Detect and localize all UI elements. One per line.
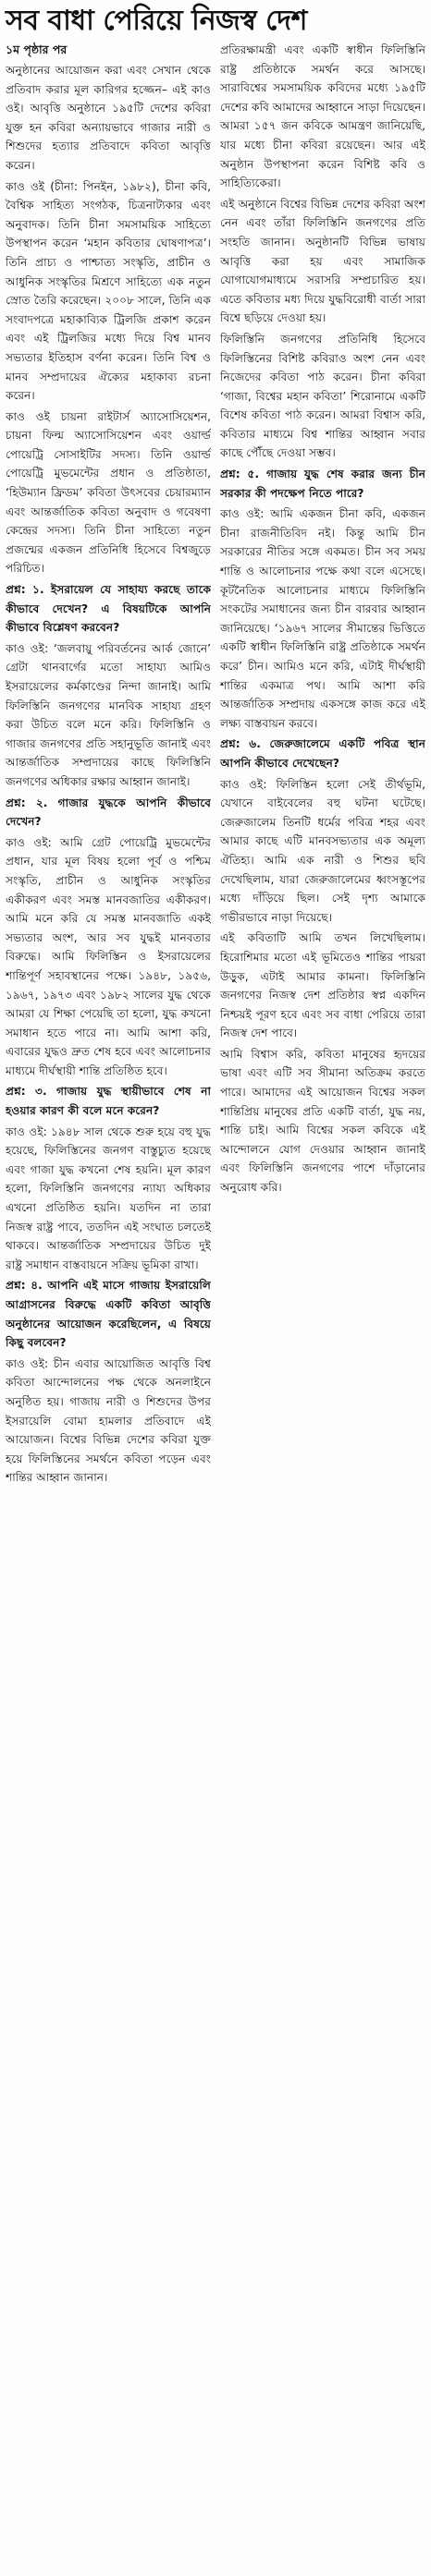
article-paragraph: এই কবিতাটি আমি তখন লিখেছিলাম। হিরোশিমার মতো এই ভূমিতেও শান্তির পায়রা উড়ুক, এটাই আমার কামনা। ফিলিস্তিনি জনগণের নিজস্ব দেশ প্রতিষ্ঠার স্বপ্ন একদিন নিশ্চয়ই পূরণ হবে এবং সব বাধা পেরিয়ে তারা নিজস্ব দেশ পাবে। bbox=[220, 931, 425, 1040]
article-paragraph: প্রশ্ন: ১. ইসরায়েল যে সাহায্য করছে তাকে কীভাবে দেখেন? এ বিষয়টিকে আপনি কীভাবে বিশ্লেষণ করবেন? bbox=[6, 583, 211, 635]
article-paragraph: প্রতিরক্ষামন্ত্রী এবং একটি স্বাধীন ফিলিস্তিনি রাষ্ট্র প্রতিষ্ঠাকে সমর্থন করে আসছে। সারাবিশ্বের সমসাময়িক কবিদের মধ্যে ১৯৫টি দেশের কবি আমাদের আহ্বানে সাড়া দিয়েছেন। আমরা ১৫৭ জন কবিকে আমন্ত্রণ জানিয়েছি, যার মধ্যে চীনা কবিরা রয়েছেন। আর এই অনুষ্ঠান উপস্থাপনা করেন বিশিষ্ট কবি ও সাহিত্যিকেরা। bbox=[220, 43, 425, 190]
headline: সব বাধা পেরিয়ে নিজস্ব দেশ bbox=[6, 5, 307, 37]
article-paragraph: ফিলিস্তিনি জনগণের প্রতিনিধি হিসেবে ফিলিস্তিনের বিশিষ্ট কবিরাও অংশ নেন এবং নিজেদের কবিতা পাঠ করেন। চীনা কবিরা ‘গাজা, বিশ্বের মহান কবিতা’ শিরোনামে একটি বিশেষ কবিতা পাঠ করেন। আমরা বিশ্বাস করি, কবিতার মাধ্যমে বিশ্ব শান্তির আহ্বান সবার কাছে পৌঁছে দেওয়া সম্ভব। bbox=[220, 332, 425, 460]
article-paragraph: কাও ওই: ১৯৪৮ সাল থেকে শুরু হয়ে বহু যুদ্ধ হয়েছে, ফিলিস্তিনের জনগণ বাস্তুচ্যুত হয়েছে এবং গাজা যুদ্ধ কখনো শেষ হয়নি। মূল কারণ হলো, ফিলিস্তিনি জনগণের ন্যায্য অধিকার এখনো প্রতিষ্ঠিত হয়নি। যতদিন না তারা নিজস্ব রাষ্ট্র পাবে, ততদিন এই সংঘাত চলতেই থাকবে। আন্তর্জাতিক সম্প্রদায়ের উচিত দুই রাষ্ট্র সমাধান বাস্তবায়নে সক্রিয় ভূমিকা রাখা। bbox=[6, 1124, 211, 1271]
article-paragraph: কাও ওই চায়না রাইটার্স অ্যাসোসিয়েশন, চায়না ফিল্ম অ্যাসোসিয়েশন এবং ওয়ার্ল্ড পোয়েট্রি সোসাইটির সদস্য। তিনি ওয়ার্ল্ড পোয়েট্রি মুভমেন্টের প্রধান ও প্রতিষ্ঠাতা, ‘হিউম্যান ফ্রিডম’ কবিতা উৎসবের চেয়ারম্যান এবং আন্তর্জাতিক কবিতা অনুবাদ ও গবেষণা কেন্দ্রের সদস্য। তিনি চীনা সাহিত্যে নতুন প্রজন্মের একজন প্রতিনিধি হিসেবে বিশ্বজুড়ে পরিচিত। bbox=[6, 409, 211, 576]
article-paragraph: আমি বিশ্বাস করি, কবিতা মানুষের হৃদয়ের ভাষা এবং এটি সব সীমানা অতিক্রম করতে পারে। আমাদের এই আয়োজন বিশ্বের সকল শান্তিপ্রিয় মানুষের প্রতি একটি বার্তা, যুদ্ধ নয়, শান্তি চাই। আমি বিশ্বের সকল কবিকে এই আন্দোলনে যোগ দেওয়ার আহ্বান জানাই এবং ফিলিস্তিনি জনগণের পাশে দাঁড়ানোর অনুরোধ করি। bbox=[220, 1047, 425, 1195]
article-paragraph: কাও ওই: ফিলিস্তিন হলো সেই তীর্থভূমি, যেখানে বাইবেলের বহু ঘটনা ঘটেছে। জেরুজালেম তিনটি ধর্মের পবিত্র শহর এবং আমার কাছে এটি মানবসভ্যতার এক অমূল্য ঐতিহ্য। আমি এক নারী ও শিশুর ছবি দেখেছিলাম, যারা জেরুজালেমের ধ্বংসস্তূপের মধ্যে দাঁড়িয়ে ছিল। সেই দৃশ্য আমাকে গভীরভাবে নাড়া দিয়েছে। bbox=[220, 777, 425, 924]
article-column-right bbox=[220, 41, 425, 2570]
article-column-left bbox=[6, 41, 211, 2570]
article-columns bbox=[6, 41, 425, 2570]
article-paragraph: প্রশ্ন: ৬. জেরুজালেমে একটি পবিত্র স্থান আপনি কীভাবে দেখেছেন? bbox=[220, 737, 425, 770]
article-paragraph: কাও ওই: চীন এবার আয়োজিত আবৃত্তি বিশ্ব কবিতা আন্দোলনের পক্ষ থেকে অনলাইনে অনুষ্ঠিত হয়। গাজায় নারী ও শিশুদের উপর ইসরায়েলি বোমা হামলার প্রতিবাদে এই আয়োজন। বিশ্বের বিভিন্ন দেশের কবিরা যুক্ত হয়ে ফিলিস্তিনের সমর্থনে কবিতা পড়েন এবং শান্তির আহ্বান জানান। bbox=[6, 1356, 211, 1485]
continuation-label: ১ম পৃষ্ঠার পর bbox=[6, 43, 68, 56]
article-paragraph: এই অনুষ্ঠানে বিশ্বের বিভিন্ন দেশের কবিরা অংশ নেন এবং তাঁরা ফিলিস্তিনি জনগণের প্রতি সংহতি জানান। অনুষ্ঠানটি বিভিন্ন ভাষায় আবৃত্তি করা হয় এবং সামাজিক যোগাযোগমাধ্যমে সরাসরি সম্প্রচারিত হয়। এতে কবিতার মধ্য দিয়ে যুদ্ধবিরোধী বার্তা সারা বিশ্বে ছড়িয়ে দেওয়া হয়। bbox=[220, 197, 425, 325]
article-paragraph: প্রশ্ন: ৪. আপনি এই মাসে গাজায় ইসরায়েলি আগ্রাসনের বিরুদ্ধে একটি কবিতা আবৃত্তি অনুষ্ঠানের আয়োজন করেছিলেন, এ বিষয়ে কিছু বলবেন? bbox=[6, 1279, 211, 1350]
article-paragraph: প্রশ্ন: ২. গাজার যুদ্ধকে আপনি কীভাবে দেখেন? bbox=[6, 796, 211, 829]
article-paragraph: কাও ওই: আমি গ্রেট পোয়েট্রি মুভমেন্টের প্রধান, যার মূল বিষয় হলো পূর্ব ও পশ্চিম সংস্কৃতি, প্রাচীন ও আধুনিক সংস্কৃতির একীকরণ এবং সমস্ত মানবজাতির একীকরণ। আমি মনে করি যে সমস্ত মানবজাতি একই সভ্যতার অংশ, আর সব যুদ্ধই মানবতার বিরুদ্ধে। আমি ফিলিস্তিন ও ইসরায়েলের শান্তিপূর্ণ সহাবস্থানের পক্ষে। ১৯৪৮, ১৯৫৬, ১৯৬৭, ১৯৭৩ এবং ১৯৮২ সালের যুদ্ধ থেকে আমরা যে শিক্ষা পেয়েছি তা হলো, যুদ্ধ কখনো সমাধান হতে পারে না। আমি আশা করি, এবারের যুদ্ধও দ্রুত শেষ হবে এবং আলোচনার মাধ্যমে দীর্ঘস্থায়ী শান্তি প্রতিষ্ঠিত হবে। bbox=[6, 835, 211, 1077]
newspaper-page bbox=[0, 4, 431, 2576]
article-paragraph: কাও ওই: ‘জলবায়ু পরিবর্তনের আর্ক জোনে’ গ্রেটা থানবার্গের মতো সাহায্য আমিও ইসরায়েলের কর্মকাণ্ডের নিন্দা জানাই। আমি ফিলিস্তিনি জনগণের মানবিক সাহায্য গ্রহণ করা উচিত বলে মনে করি। ফিলিস্তিনি ও গাজার জনগণের প্রতি সহানুভূতি জানাই এবং আন্তর্জাতিক সম্প্রদায়ের কাছে ফিলিস্তিনি জনগণের অধিকার রক্ষার আহ্বান জানাই। bbox=[6, 641, 211, 788]
article-paragraph: কাও ওই: আমি একজন চীনা কবি, একজন চীনা রাজনীতিবিদ নই। কিন্তু আমি চীন সরকারের নীতির সঙ্গে একমত। চীন সব সময় শান্তি ও আলোচনার পক্ষে কথা বলে এসেছে। কূটনৈতিক আলোচনার মাধ্যমে ফিলিস্তিনি সংকটের সমাধানের জন্য চীন বারবার আহ্বান জানিয়েছে। ‘১৯৬৭ সালের সীমান্তের ভিত্তিতে একটি স্বাধীন ফিলিস্তিনি রাষ্ট্র প্রতিষ্ঠাকে সমর্থন করে’ চীন। আমিও মনে করি, এটাই দীর্ঘস্থায়ী শান্তির একমাত্র পথ। আমি আশা করি আন্তর্জাতিক সম্প্রদায় একসঙ্গে কাজ করে এই লক্ষ্য বাস্তবায়ন করবে। bbox=[220, 507, 425, 730]
article-paragraph: প্রশ্ন: ৩. গাজায় যুদ্ধ স্থায়ীভাবে শেষ না হওয়ার কারণ কী বলে মনে করেন? bbox=[6, 1085, 211, 1118]
article-paragraph: কাও ওই (চীনা: পিনইন, ১৯৮২), চীনা কবি, বৈশ্বিক সাহিত্য সংগঠক, চিত্রনাট্যকার এবং অনুবাদক। তিনি চীনা সমসাময়িক সাহিত্যে উপস্থাপন করেন ‘মহান কবিতার ঘোষণাপত্র’। তিনি প্রাচ্য ও পাশ্চাত্য সংস্কৃতি, প্রাচীন ও আধুনিক সংস্কৃতির মিশ্রণে সাহিত্যে এক নতুন স্রোত তৈরি করেছেন। ২০০৮ সালে, তিনি এক সংবাদপত্রে মহাকাব্যিক ট্রিলজি প্রকাশ করেন এবং এই ট্রিলজির মধ্যে দিয়ে বিশ্ব মানব সভ্যতার ইতিহাস বর্ণনা করেন। তিনি বিশ্ব ও মানব সম্প্রদায়ের ঐক্যের মহাকাব্য রচনা করেন। bbox=[6, 179, 211, 403]
article-paragraph: অনুষ্ঠানের আয়োজন করা এবং সেখান থেকে প্রতিবাদ করার মূল কারিগর হজ্জেন– এই কাও ওই। আবৃত্তি অনুষ্ঠানে ১৯৫টি দেশের কবিরা যুক্ত হন কবিরা অন্যায়ভাবে গাজার নারী ও শিশুদের হত্যার প্রতিবাদে কবিতা আবৃত্তি করেন। bbox=[6, 64, 211, 172]
article-paragraph: প্রশ্ন: ৫. গাজায় যুদ্ধ শেষ করার জন্য চীন সরকার কী পদক্ষেপ নিতে পারে? bbox=[220, 468, 425, 500]
